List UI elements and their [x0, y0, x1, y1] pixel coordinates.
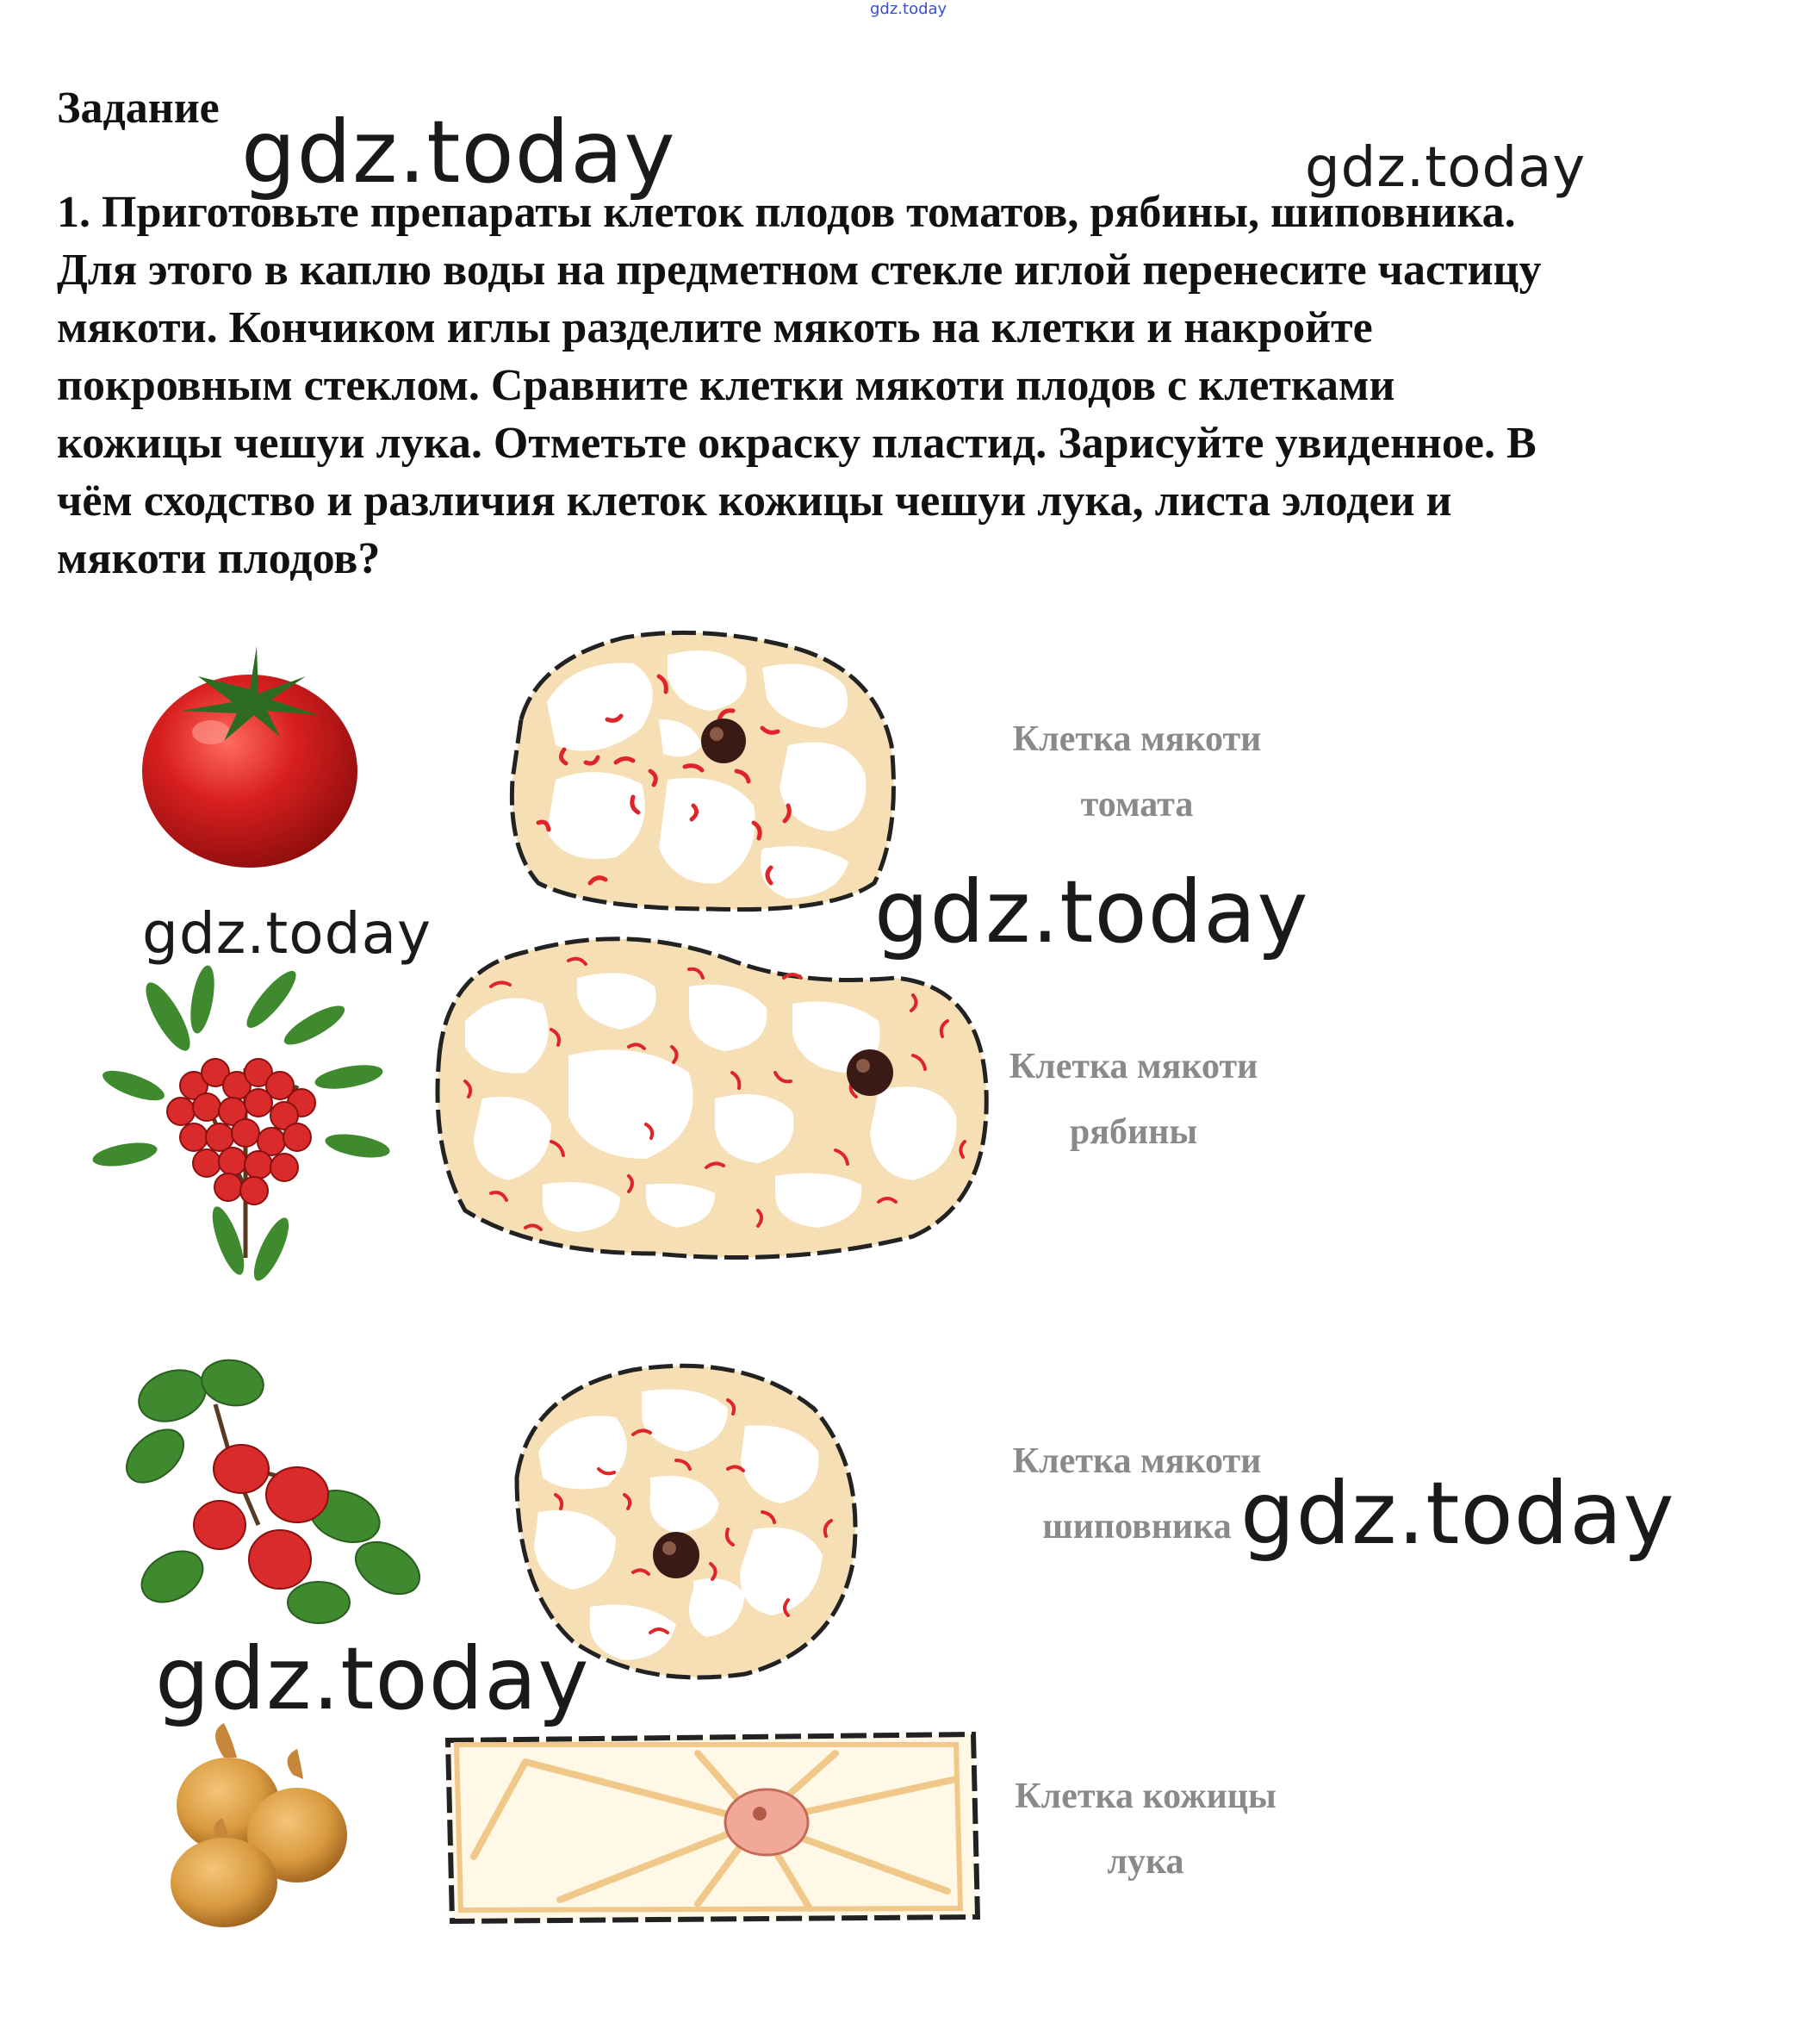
caption-line: Клетка кожицы: [1015, 1777, 1276, 1816]
caption-line: томата: [1080, 785, 1194, 825]
rosehip-icon: [112, 1353, 431, 1637]
caption-line: Клетка мякоти: [1009, 1047, 1258, 1086]
onion-cell: [439, 1727, 982, 1926]
task-line: Для этого в каплю воды на предметном стекле иглой перенесите частицу: [57, 246, 1542, 295]
caption-tomato: [973, 706, 1301, 837]
task-line: покровным стеклом. Сравните клетки мякоти плодов с клетками: [57, 361, 1395, 410]
tomato-cell: [504, 625, 900, 918]
caption-line: рябины: [1069, 1112, 1198, 1152]
caption-line: Клетка мякоти: [1012, 719, 1262, 759]
task-line: мякоти. Кончиком иглы разделите мякоть на клетки и накройте: [57, 303, 1373, 352]
rowan-icon: [99, 965, 409, 1292]
top-watermark: gdz.today: [870, 0, 947, 18]
watermark: gdz.today: [142, 900, 432, 967]
rowan-cell: [431, 926, 991, 1262]
caption-onion: [982, 1764, 1309, 1895]
tomato-icon: [129, 629, 370, 879]
watermark: gdz.today: [1305, 136, 1587, 200]
watermark: gdz.today: [1240, 1463, 1675, 1564]
watermark: gdz.today: [874, 862, 1309, 962]
watermark: gdz.today: [155, 1628, 590, 1729]
task-line: мякоти плодов?: [57, 534, 381, 583]
task-text: [57, 184, 1745, 588]
caption-rowan: [970, 1034, 1297, 1165]
watermark: gdz.today: [241, 102, 676, 202]
caption-line: шиповника: [1042, 1507, 1232, 1546]
task-line: 1. Приготовьте препараты клеток плодов томатов, рябины, шиповника.: [57, 188, 1516, 237]
task-line: чём сходство и различия клеток кожицы чешуи лука, листа элодеи и: [57, 476, 1452, 526]
task-heading: Задание: [57, 84, 220, 133]
task-line: кожицы чешуи лука. Отметьте окраску пластид. Зарисуйте увиденное. В: [57, 419, 1537, 468]
caption-line: Клетка мякоти: [1012, 1441, 1262, 1481]
caption-line: лука: [1107, 1842, 1184, 1882]
onion-icon: [155, 1723, 362, 1930]
